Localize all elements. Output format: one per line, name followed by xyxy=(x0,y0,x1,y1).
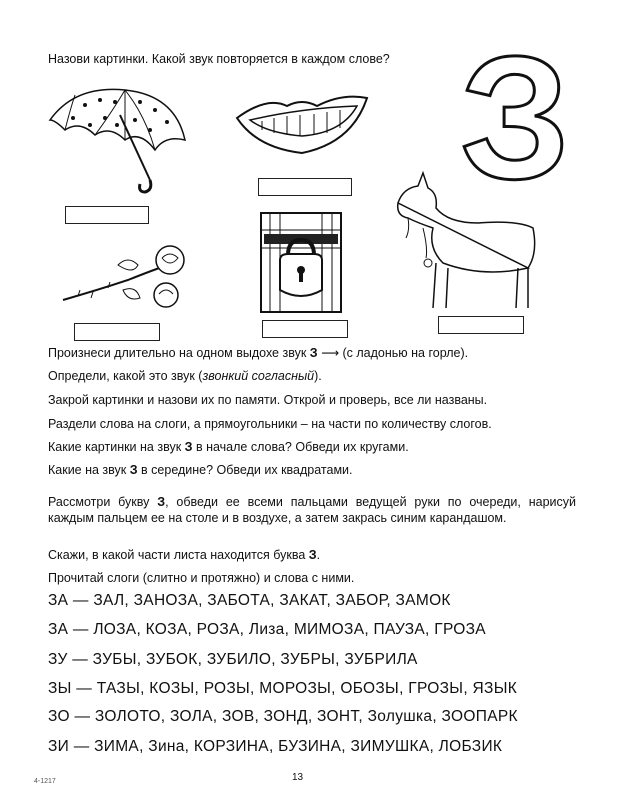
syllable-line-zi: ЗИ — ЗИМА, Зина, КОРЗИНА, БУЗИНА, ЗИМУШКА, ЛОБЗИК xyxy=(48,738,503,755)
paragraph-text: Рассмотри букву xyxy=(48,495,158,509)
letter-highlight: З xyxy=(129,463,138,477)
syllable-line-zu: ЗУ — ЗУБЫ, ЗУБОК, ЗУБИЛО, ЗУБРЫ, ЗУБРИЛА xyxy=(48,651,418,668)
lips-picture xyxy=(232,88,372,163)
letter-highlight: З xyxy=(309,346,318,360)
read-prompt: Прочитай слоги (слитно и протяжно) и слова с ними. xyxy=(48,571,355,585)
answer-box-rose[interactable] xyxy=(74,323,160,341)
instruction-italic: звонкий согласный xyxy=(202,369,315,383)
instruction-line-2 xyxy=(48,369,322,383)
letter-highlight: З xyxy=(157,495,166,509)
syllable-line-za-2: ЗА — ЛОЗА, КОЗА, РОЗА, Лиза, МИМОЗА, ПАУЗА, ГРОЗА xyxy=(48,621,486,638)
instruction-line-3: Закрой картинки и назови их по памяти. Открой и проверь, все ли названы. xyxy=(48,393,488,407)
paragraph-text: , обведи ее всеми пальцами ведущей руки по очереди, нарисуй каждым пальцем ее на столе и в воздухе, а затем закрась синим карандашом. xyxy=(48,495,576,525)
instruction-text: ). xyxy=(314,369,322,383)
syllable-line-za: ЗА — ЗАЛ, ЗАНОЗА, ЗАБОТА, ЗАКАТ, ЗАБОР, ЗАМОК xyxy=(48,592,451,609)
question-text: Скажи, в какой части листа находится буква xyxy=(48,548,309,562)
instruction-text: Определи, какой это звук ( xyxy=(48,369,203,383)
arrow-icon: ⟶ xyxy=(317,346,343,360)
answer-box-goat[interactable] xyxy=(438,316,524,334)
instruction-line-4: Раздели слова на слоги, а прямоугольники – на части по количеству слогов. xyxy=(48,417,492,431)
instruction-text: Какие картинки на звук xyxy=(48,440,185,454)
instruction-line-6 xyxy=(48,463,353,477)
letter-highlight: З xyxy=(184,440,193,454)
footer-code: 4-1217 xyxy=(34,778,56,785)
rose-picture xyxy=(58,240,193,320)
lock-picture xyxy=(258,210,344,315)
question-line xyxy=(48,548,320,562)
umbrella-picture xyxy=(45,80,190,200)
letter-task-paragraph xyxy=(48,494,576,526)
answer-box-lips[interactable] xyxy=(258,178,352,196)
big-letter-glyph: З xyxy=(460,21,570,216)
answer-box-umbrella[interactable] xyxy=(65,206,149,224)
syllable-line-zy: ЗЫ — ТАЗЫ, КОЗЫ, РОЗЫ, МОРОЗЫ, ОБОЗЫ, ГРОЗЫ, ЯЗЫК xyxy=(48,680,518,697)
instruction-text: в середине? Обведи их квадратами. xyxy=(137,463,353,477)
question-text: . xyxy=(316,548,321,562)
instruction-text: Какие на звук xyxy=(48,463,130,477)
instruction-text: (с ладонью на горле). xyxy=(342,346,469,360)
answer-box-lock[interactable] xyxy=(262,320,348,338)
intro-text: Назови картинки. Какой звук повторяется в каждом слове? xyxy=(48,52,390,66)
goat-picture xyxy=(388,168,548,313)
letter-highlight: З xyxy=(308,548,317,562)
page-number: 13 xyxy=(292,772,304,783)
instruction-line-1 xyxy=(48,345,468,360)
syllable-line-zo: ЗО — ЗОЛОТО, ЗОЛА, ЗОВ, ЗОНД, ЗОНТ, Золушка, ЗООПАРК xyxy=(48,708,518,725)
instruction-line-5 xyxy=(48,440,409,454)
instruction-text: Произнеси длительно на одном выдохе звук xyxy=(48,346,310,360)
instruction-text: в начале слова? Обведи их кругами. xyxy=(192,440,409,454)
